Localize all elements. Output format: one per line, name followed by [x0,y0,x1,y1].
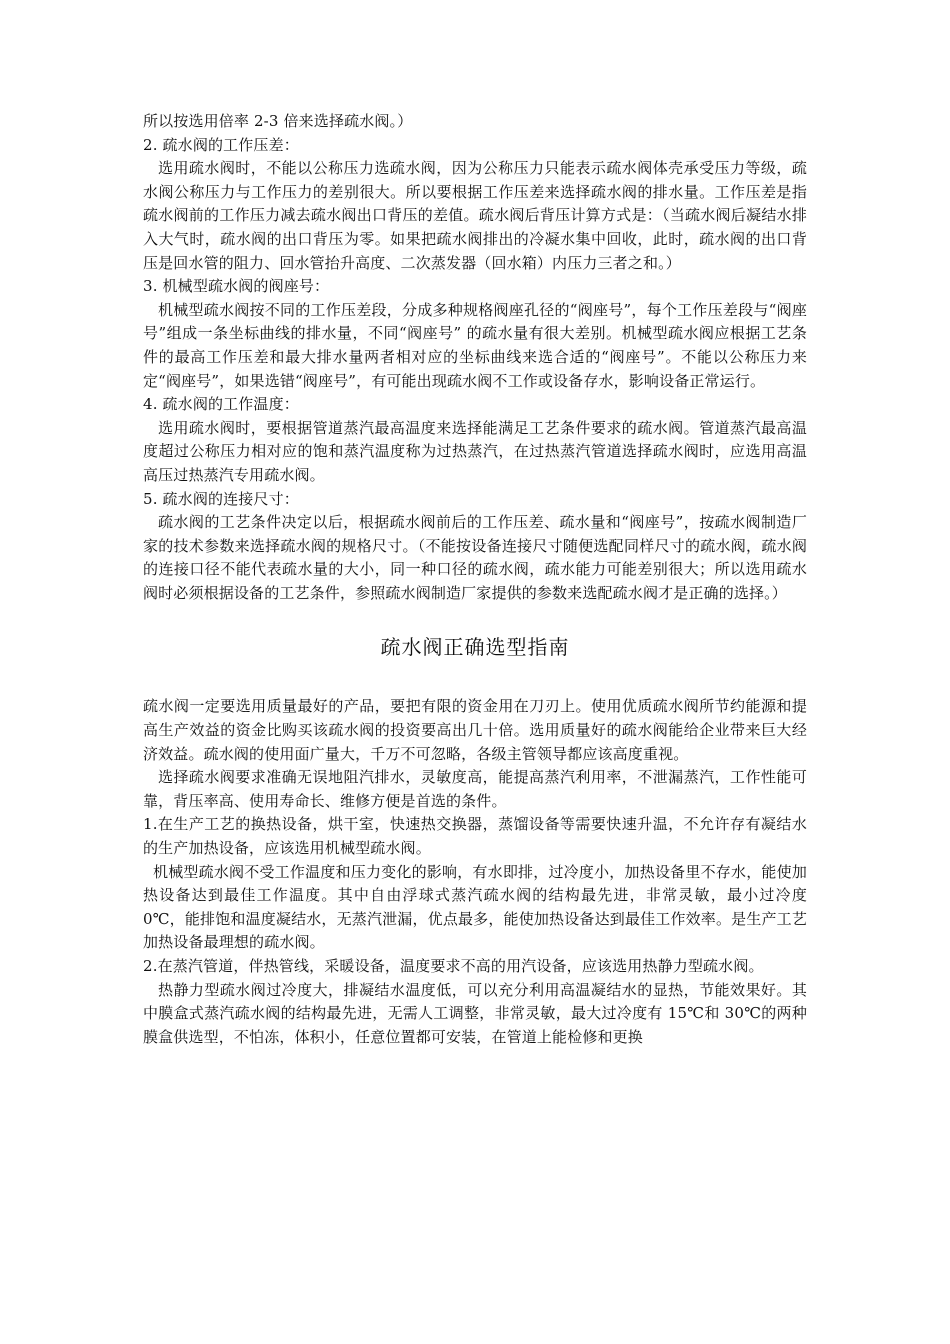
paragraph-connection-size: 疏水阀的工艺条件决定以后，根据疏水阀前后的工作压差、疏水量和“阀座号”，按疏水阀制造厂家的技术参数来选择疏水阀的规格尺寸。（不能按设备连接尺寸随便选配同样尺寸的疏水阀，疏水阀的连接口径不能代表疏水量的大小，同一种口径的疏水阀，疏水能力可能差别很大；所以选用疏水阀时必须根据设备的工艺条件，参照疏水阀制造厂家提供的参数来选配疏水阀才是正确的选择。） [143,513,807,602]
heading-working-temperature: 4. 疏水阀的工作温度： [143,395,299,414]
section-title: 疏水阀正确选型指南 [380,635,570,660]
document-page [143,110,807,1049]
paragraph-thermostatic-detail: 热静力型疏水阀过冷度大，排凝结水温度低，可以充分利用高温凝结水的显热，节能效果好。其中膜盒式蒸汽疏水阀的结构最先进，无需人工调整，非常灵敏，最大过冷度有 15℃和 30℃的两种膜盒供选型，不怕冻，体积小，任意位置都可安装，在管道上能检修和更换 [143,980,807,1046]
paragraph-valve-seat-number: 机械型疏水阀按不同的工作压差段，分成多种规格阀座孔径的“阀座号”，每个工作压差段与“阀座号”组成一条坐标曲线的排水量，不同“阀座号” 的疏水量有很大差别。机械型疏水阀应根据工艺条件的最高工作压差和最大排水量两者相对应的坐标曲线来选合适的“阀座号”。不能以公称压力来定“阀座号”，如果选错“阀座号”，有可能出现疏水阀不工作或设备存水，影响设备正常运行。 [143,300,807,390]
paragraph-mechanical-detail: 机械型疏水阀不受工作温度和压力变化的影响，有水即排，过冷度小，加热设备里不存水，能使加热设备达到最佳工作温度。其中自由浮球式蒸汽疏水阀的结构最先进，非常灵敏，最小过冷度 0℃，能排饱和温度凝结水，无蒸汽泄漏，优点最多，能使加热设备达到最佳工作效率。是生产工艺加热设备最理想的疏水阀。 [143,862,807,952]
heading-connection-size: 5. 疏水阀的连接尺寸： [143,489,299,508]
paragraph-selection-criteria: 选择疏水阀要求准确无误地阻汽排水，灵敏度高，能提高蒸汽利用率，不泄漏蒸汽，工作性能可靠，背压率高、使用寿命长、维修方便是首选的条件。 [143,768,807,810]
list-item-thermostatic: 2.在蒸汽管道，伴热管线，采暖设备，温度要求不高的用汽设备，应该选用热静力型疏水阀。 [143,957,764,975]
paragraph-working-temperature: 选用疏水阀时，要根据管道蒸汽最高温度来选择能满足工艺条件要求的疏水阀。管道蒸汽最高温度超过公称压力相对应的饱和蒸汽温度称为过热蒸汽，在过热蒸汽管道选择疏水阀时，应选用高温高压过热蒸汽专用疏水阀。 [143,418,807,484]
list-item-mechanical: 1.在生产工艺的换热设备，烘干室，快速热交换器，蒸馏设备等需要快速升温，不允许存有凝结水的生产加热设备，应该选用机械型疏水阀。 [143,815,807,858]
heading-valve-seat-number: 3. 机械型疏水阀的阀座号： [143,277,330,296]
paragraph-intro: 疏水阀一定要选用质量最好的产品，要把有限的资金用在刀刃上。使用优质疏水阀所节约能源和提高生产效益的资金比购买该疏水阀的投资要高出几十倍。选用质量好的疏水阀能给企业带来巨大经济效益。疏水阀的使用面广量大，千万不可忽略，各级主管领导都应该高度重视。 [143,697,807,763]
heading-working-pressure-diff: 2. 疏水阀的工作压差： [143,135,299,154]
paragraph-ratio-note: 所以按选用倍率 2-3 倍来选择疏水阀。） [143,112,413,130]
paragraph-working-pressure-diff: 选用疏水阀时，不能以公称压力选疏水阀，因为公称压力只能表示疏水阀体壳承受压力等级，疏水阀公称压力与工作压力的差别很大。所以要根据工作压差来选择疏水阀的排水量。工作压差是指疏水阀前的工作压力减去疏水阀出口背压的差值。疏水阀后背压计算方式是：（当疏水阀后凝结水排入大气时，疏水阀的出口背压为零。如果把疏水阀排出的冷凝水集中回收，此时，疏水阀的出口背压是回水管的阻力、回水管抬升高度、二次蒸发器（回水箱）内压力三者之和。） [143,159,807,272]
